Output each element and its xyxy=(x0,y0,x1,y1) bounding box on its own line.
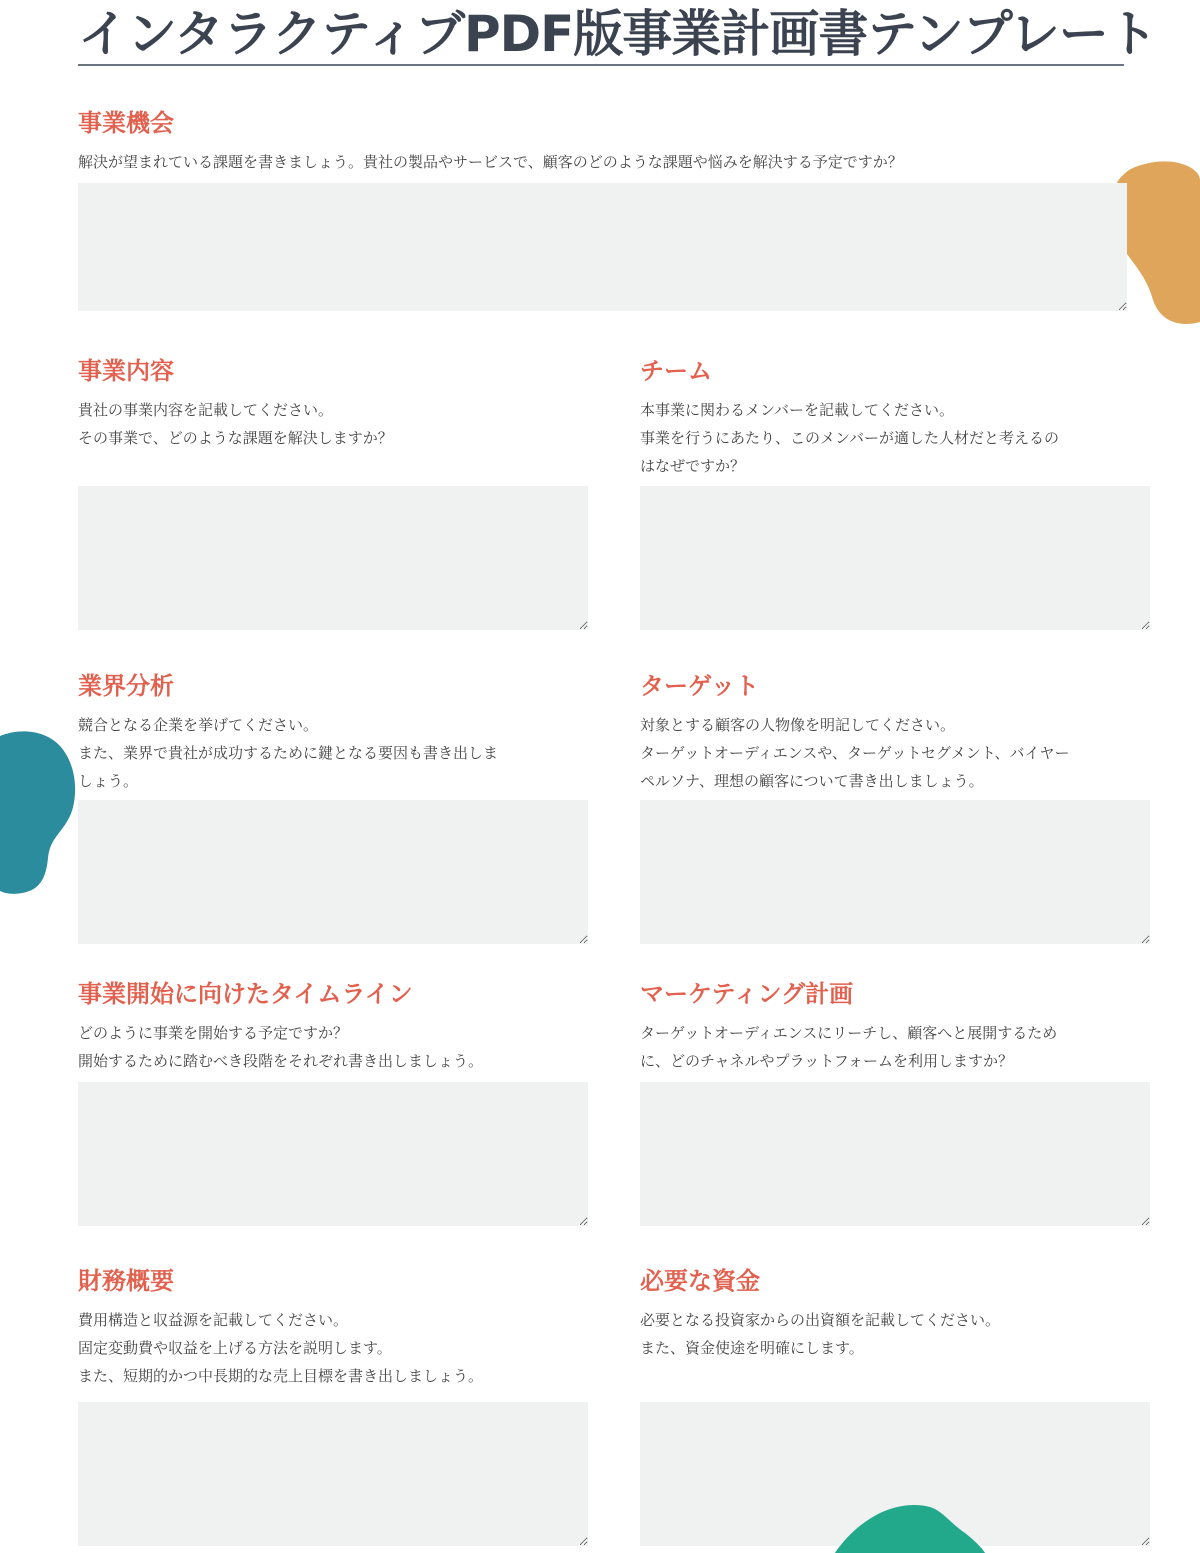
section-heading: マーケティング計画 xyxy=(640,980,854,1008)
green-blob-overlay-decoration xyxy=(835,1503,985,1553)
section-description xyxy=(78,396,393,452)
section-business xyxy=(78,356,393,452)
section-opportunity xyxy=(78,108,903,176)
marketing-input-field[interactable] xyxy=(640,1082,1150,1226)
description-line: 必要となる投資家からの出資額を記載してください。 xyxy=(640,1311,1001,1329)
description-line: に、どのチャネルやプラットフォームを利用しますか？ xyxy=(640,1052,1014,1070)
section-funding xyxy=(640,1266,1000,1362)
description-line: その事業で、どのような課題を解決しますか？ xyxy=(78,429,393,447)
section-description xyxy=(640,1306,1000,1362)
section-marketing xyxy=(640,979,1057,1075)
description-line: ペルソナ、理想の顧客について書き出しましょう。 xyxy=(640,772,984,790)
section-description xyxy=(640,711,1069,795)
description-line: ターゲットオーディエンスや、ターゲットセグメント、バイヤー xyxy=(640,744,1070,762)
description-line: しょう。 xyxy=(78,772,139,790)
description-line: また、業界で貴社が成功するために鍵となる要因も書き出しま xyxy=(78,744,499,762)
section-heading: 事業内容 xyxy=(78,357,174,385)
page-title: インタラクティブPDF版事業計画書テンプレート xyxy=(78,5,1157,63)
section-heading: ターゲット xyxy=(640,672,760,700)
section-finance xyxy=(78,1266,483,1390)
section-heading: 事業開始に向けたタイムライン xyxy=(78,980,413,1008)
description-line: 費用構造と収益源を記載してください。 xyxy=(78,1311,349,1329)
section-heading: 事業機会 xyxy=(78,109,174,137)
description-line: ターゲットオーディエンスにリーチし、顧客へと展開するため xyxy=(640,1024,1058,1042)
section-description xyxy=(640,396,1059,480)
section-description xyxy=(78,1019,483,1075)
section-industry xyxy=(78,671,498,795)
section-description xyxy=(78,1306,483,1390)
section-target xyxy=(640,671,1069,795)
section-heading: チーム xyxy=(640,357,712,385)
description-line: 開始するために踏むべき段階をそれぞれ書き出しましょう。 xyxy=(78,1052,484,1070)
description-line: 貴社の事業内容を記載してください。 xyxy=(78,401,334,419)
description-line: 対象とする顧客の人物像を明記してください。 xyxy=(640,716,956,734)
business-input-field[interactable] xyxy=(78,486,588,630)
target-input-field[interactable] xyxy=(640,800,1150,944)
section-heading: 業界分析 xyxy=(78,672,174,700)
description-line: 事業を行うにあたり、このメンバーが適した人材だと考えるの xyxy=(640,429,1059,447)
section-description xyxy=(640,1019,1057,1075)
section-heading: 必要な資金 xyxy=(640,1267,760,1295)
section-timeline xyxy=(78,979,483,1075)
section-team xyxy=(640,356,1059,480)
section-heading: 財務概要 xyxy=(78,1267,174,1295)
description-line: また、資金使途を明確にします。 xyxy=(640,1339,864,1357)
description-line: 本事業に関わるメンバーを記載してください。 xyxy=(640,401,954,419)
description-line: はなぜですか？ xyxy=(640,457,746,475)
industry-input-field[interactable] xyxy=(78,800,588,944)
description-line: 競合となる企業を挙げてください。 xyxy=(78,716,319,734)
section-description xyxy=(78,711,498,795)
finance-input-field[interactable] xyxy=(78,1402,588,1546)
description-line: 解決が望まれている課題を書きましょう。貴社の製品やサービスで、顧客のどのような課題や悩みを解決する予定ですか？ xyxy=(78,153,903,171)
title-divider xyxy=(78,64,1124,66)
opportunity-input-field[interactable] xyxy=(78,183,1127,311)
timeline-input-field[interactable] xyxy=(78,1082,588,1226)
team-input-field[interactable] xyxy=(640,486,1150,630)
teal-blob-decoration xyxy=(0,728,80,896)
description-line: 固定変動費や収益を上げる方法を説明します。 xyxy=(78,1339,392,1357)
description-line: どのように事業を開始する予定ですか？ xyxy=(78,1024,349,1042)
section-description xyxy=(78,148,903,176)
description-line: また、短期的かつ中長期的な売上目標を書き出しましょう。 xyxy=(78,1367,484,1385)
